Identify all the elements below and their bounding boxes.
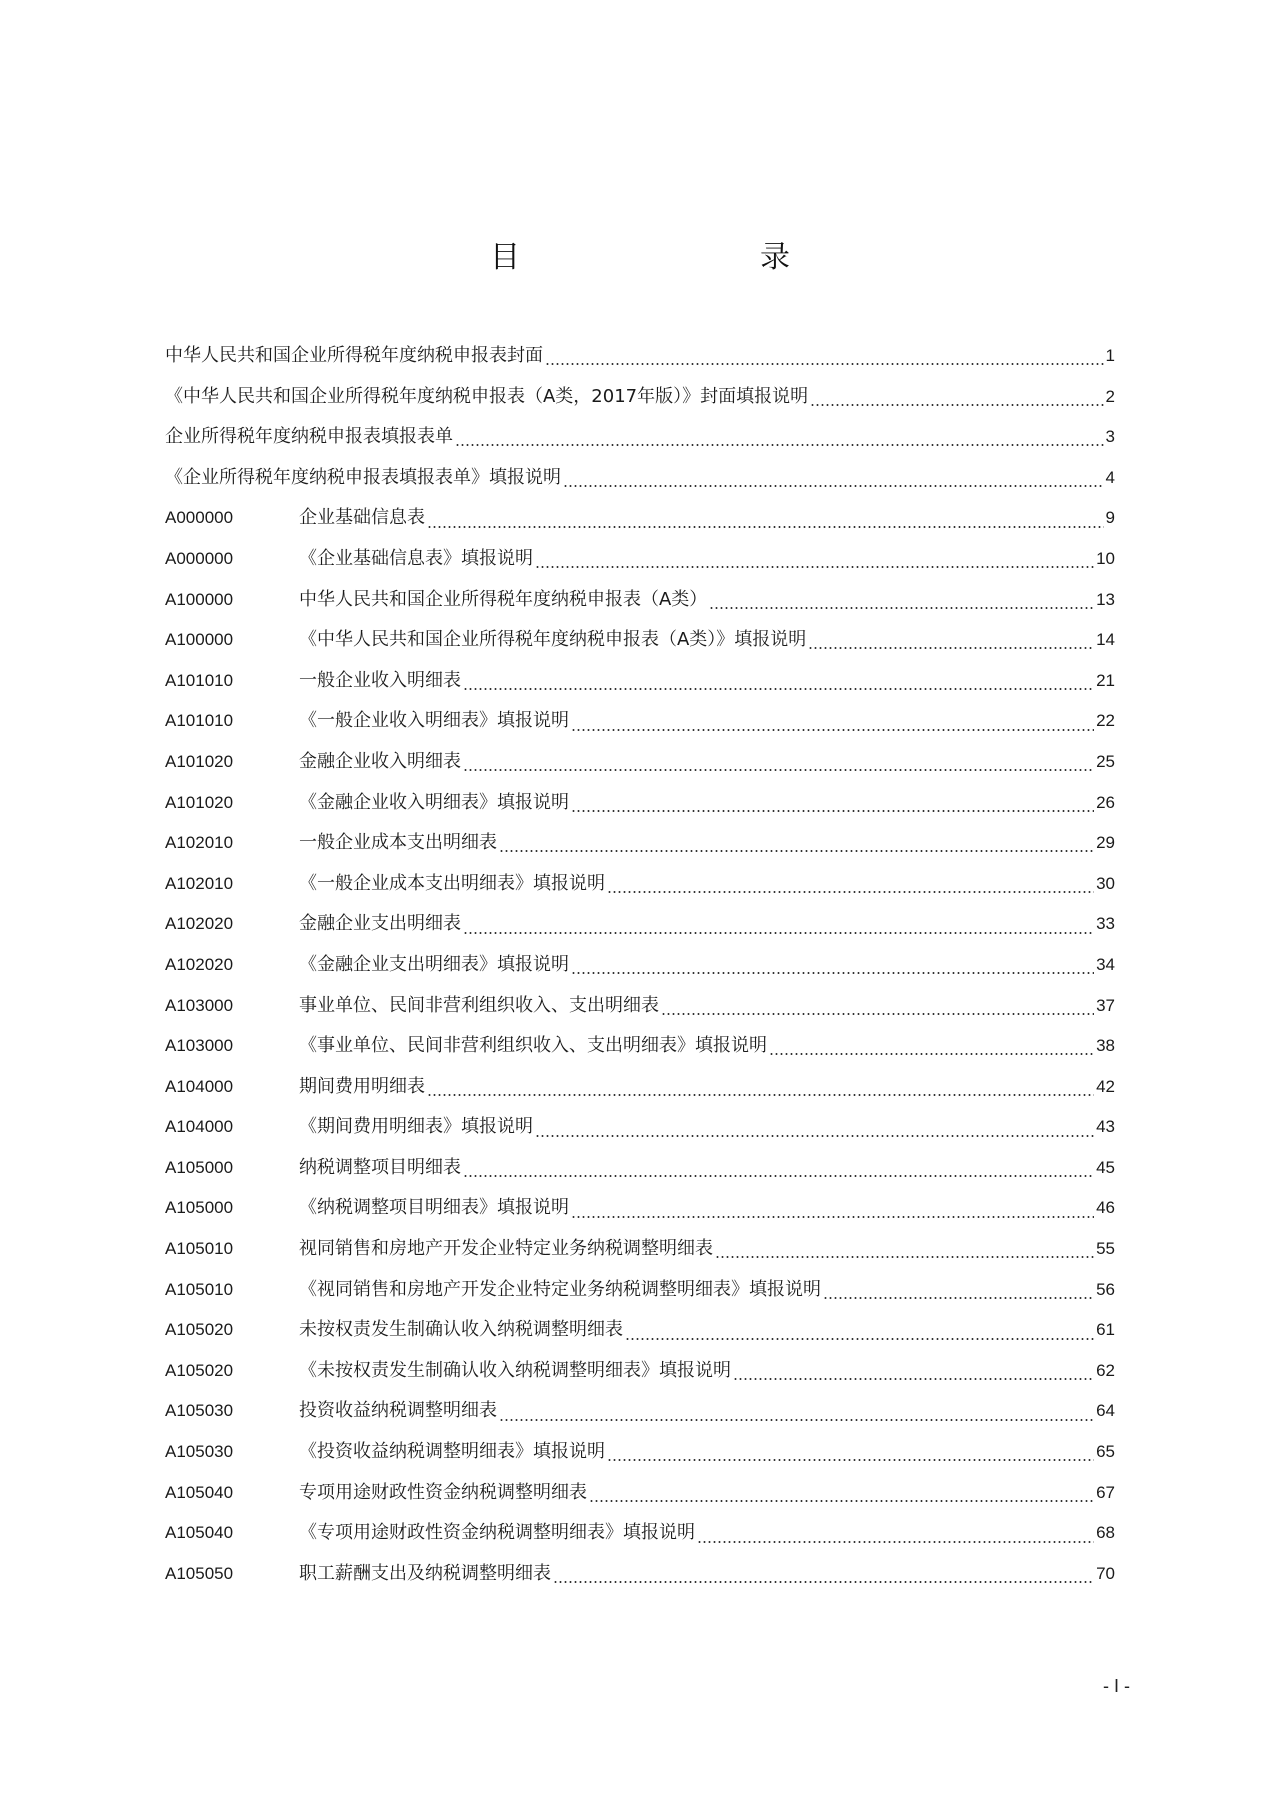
toc-entry-title: 中华人民共和国企业所得税年度纳税申报表封面 [165, 345, 543, 366]
toc-entry-page-number: 9 [1105, 508, 1115, 528]
toc-entry-page-number: 2 [1105, 386, 1115, 406]
toc-entry-page-number: 62 [1096, 1360, 1115, 1380]
toc-entry[interactable] [165, 1310, 1115, 1351]
toc-dot-leader [463, 683, 1094, 695]
toc-entry-title: 未按权责发生制确认收入纳税调整明细表 [299, 1319, 623, 1341]
toc-dot-leader [589, 1495, 1094, 1507]
toc-entry-title: 专项用途财政性资金纳税调整明细表 [299, 1481, 587, 1503]
toc-entry-code: A102020 [165, 914, 234, 934]
toc-entry-page-number: 29 [1096, 833, 1115, 853]
toc-dot-leader [571, 805, 1094, 817]
toc-entry-page-number: 1 [1105, 346, 1115, 365]
toc-entry-code: A102020 [165, 954, 234, 974]
toc-dot-leader [463, 927, 1094, 939]
toc-entry-title: 金融企业收入明细表 [299, 750, 461, 772]
toc-entry[interactable] [165, 1351, 1115, 1392]
toc-dot-leader [769, 1048, 1094, 1060]
toc-entry-title: 《投资收益纳税调整明细表》填报说明 [299, 1441, 605, 1463]
toc-dot-leader [625, 1333, 1094, 1345]
toc-entry-page-number: 26 [1096, 792, 1115, 812]
toc-entry-page-number: 14 [1096, 630, 1115, 650]
toc-entry-title: 企业基础信息表 [299, 507, 425, 529]
toc-entry[interactable] [165, 1026, 1115, 1067]
toc-entry-code: A105000 [165, 1198, 234, 1218]
toc-entry[interactable] [165, 620, 1115, 661]
toc-entry-title: 投资收益纳税调整明细表 [299, 1400, 497, 1422]
toc-entry-title: 企业所得税年度纳税申报表填报表单 [165, 426, 453, 448]
toc-dot-leader [463, 1170, 1094, 1182]
toc-entry[interactable] [165, 904, 1115, 945]
toc-entry-title: 《视同销售和房地产开发企业特定业务纳税调整明细表》填报说明 [299, 1278, 821, 1300]
toc-entry[interactable] [165, 1148, 1115, 1189]
toc-entry-page-number: 67 [1096, 1482, 1115, 1502]
toc-entry[interactable] [165, 742, 1115, 783]
toc-dot-leader [733, 1373, 1094, 1385]
toc-entry[interactable] [165, 1229, 1115, 1270]
toc-entry-code: A104000 [165, 1076, 234, 1096]
toc-dot-leader [553, 1576, 1094, 1588]
toc-entry[interactable] [165, 783, 1115, 824]
toc-entry-code: A103000 [165, 995, 234, 1015]
toc-entry[interactable] [165, 498, 1115, 539]
toc-entry-title: 视同销售和房地产开发企业特定业务纳税调整明细表 [299, 1238, 713, 1260]
toc-entry-page-number: 65 [1096, 1442, 1115, 1462]
toc-entry[interactable] [165, 864, 1115, 905]
toc-entry-code: A105000 [165, 1157, 234, 1177]
toc-dot-leader [499, 845, 1094, 857]
toc-entry-title: 一般企业收入明细表 [299, 669, 461, 691]
toc-entry-title: 一般企业成本支出明细表 [299, 832, 497, 854]
toc-entry-title: 《期间费用明细表》填报说明 [299, 1116, 533, 1138]
toc-entry[interactable] [165, 458, 1115, 499]
toc-entry-code: A101010 [165, 670, 234, 690]
toc-entry-code: A102010 [165, 833, 234, 853]
toc-entry-title: 《企业所得税年度纳税申报表填报表单》填报说明 [165, 466, 561, 488]
toc-entry-code: A000000 [165, 548, 234, 568]
toc-entry-code: A105040 [165, 1482, 234, 1502]
toc-dot-leader [823, 1292, 1094, 1304]
toc-entry[interactable] [165, 1554, 1115, 1595]
toc-entry[interactable] [165, 1270, 1115, 1311]
toc-entry[interactable] [165, 1513, 1115, 1554]
toc-entry-code: A101020 [165, 792, 234, 812]
toc-entry-page-number: 46 [1096, 1198, 1115, 1218]
toc-entry[interactable] [165, 580, 1115, 621]
toc-entry[interactable] [165, 1432, 1115, 1473]
toc-entry-page-number: 38 [1096, 1036, 1115, 1056]
toc-entry[interactable] [165, 539, 1115, 580]
toc-entry[interactable] [165, 1188, 1115, 1229]
toc-entry-code: A103000 [165, 1036, 234, 1056]
toc-entry[interactable] [165, 701, 1115, 742]
toc-entry-page-number: 25 [1096, 751, 1115, 771]
toc-dot-leader [810, 399, 1103, 411]
toc-entry-code: A105010 [165, 1279, 234, 1299]
toc-entry[interactable] [165, 1107, 1115, 1148]
toc-entry-page-number: 56 [1096, 1279, 1115, 1299]
toc-entry-code: A105050 [165, 1563, 234, 1583]
toc-dot-leader [427, 521, 1104, 533]
toc-dot-leader [571, 967, 1094, 979]
toc-entry-code: A105020 [165, 1360, 234, 1380]
toc-entry-code: A105030 [165, 1442, 234, 1462]
toc-entry-title: 《未按权责发生制确认收入纳税调整明细表》填报说明 [299, 1359, 731, 1381]
toc-entry[interactable] [165, 377, 1115, 418]
toc-entry-title: 《专项用途财政性资金纳税调整明细表》填报说明 [299, 1522, 695, 1544]
toc-dot-leader [545, 358, 1104, 370]
toc-entry-title: 事业单位、民间非营利组织收入、支出明细表 [299, 994, 659, 1016]
toc-entry-code: A100000 [165, 630, 234, 650]
toc-entry[interactable] [165, 336, 1115, 377]
toc-dot-leader [715, 1251, 1094, 1263]
toc-entry-page-number: 10 [1096, 548, 1115, 568]
toc-dot-leader [463, 764, 1094, 776]
toc-entry[interactable] [165, 1391, 1115, 1432]
toc-entry-page-number: 61 [1096, 1320, 1115, 1340]
toc-entry-title: 《纳税调整项目明细表》填报说明 [299, 1197, 569, 1219]
toc-entry-title: 《事业单位、民间非营利组织收入、支出明细表》填报说明 [299, 1035, 767, 1057]
toc-entry-title: 纳税调整项目明细表 [299, 1156, 461, 1178]
toc-entry-page-number: 42 [1096, 1076, 1115, 1096]
toc-entry-page-number: 70 [1096, 1563, 1115, 1583]
toc-dot-leader [571, 1211, 1094, 1223]
toc-dot-leader [661, 1008, 1094, 1020]
toc-entry-page-number: 21 [1096, 670, 1115, 690]
toc-entry-code: A101010 [165, 711, 234, 731]
page-number-footer: - I - [1103, 1676, 1130, 1696]
toc-dot-leader [607, 1454, 1094, 1466]
toc-entry-page-number: 4 [1105, 467, 1115, 487]
toc-dot-leader [563, 480, 1104, 492]
toc-dot-leader [607, 886, 1094, 898]
toc-entry-code: A105020 [165, 1320, 234, 1340]
toc-entry-page-number: 55 [1096, 1239, 1115, 1259]
toc-entry[interactable] [165, 945, 1115, 986]
toc-entry-code: A100000 [165, 589, 234, 609]
toc-entry-page-number: 30 [1096, 873, 1115, 893]
toc-entry-page-number: 34 [1096, 954, 1115, 974]
toc-entry-title: 中华人民共和国企业所得税年度纳税申报表（A类） [299, 588, 708, 610]
toc-entry[interactable] [165, 417, 1115, 458]
toc-entry[interactable] [165, 661, 1115, 702]
toc-entry-title: 《金融企业支出明细表》填报说明 [299, 953, 569, 975]
toc-entry-title: 《中华人民共和国企业所得税年度纳税申报表（A类）》填报说明 [299, 629, 807, 651]
toc-dot-leader [499, 1414, 1094, 1426]
toc-entry-code: A101020 [165, 751, 234, 771]
toc-entry-page-number: 43 [1096, 1117, 1115, 1137]
toc-dot-leader [535, 1130, 1094, 1142]
toc-dot-leader [709, 602, 1094, 614]
toc-entry-page-number: 13 [1096, 589, 1115, 609]
toc-dot-leader [808, 642, 1094, 654]
toc-entry-page-number: 68 [1096, 1523, 1115, 1543]
toc-entry-title: 《一般企业成本支出明细表》填报说明 [299, 872, 605, 894]
toc-entry-title: 金融企业支出明细表 [299, 913, 461, 935]
toc-entry-page-number: 33 [1096, 914, 1115, 934]
toc-entry-title: 期间费用明细表 [299, 1075, 425, 1097]
table-of-contents [165, 336, 1115, 1594]
toc-entry[interactable] [165, 1067, 1115, 1108]
toc-entry-title: 《金融企业收入明细表》填报说明 [299, 791, 569, 813]
toc-dot-leader [455, 439, 1104, 451]
toc-entry-code: A105010 [165, 1239, 234, 1259]
toc-entry[interactable] [165, 823, 1115, 864]
toc-entry[interactable] [165, 1473, 1115, 1514]
toc-entry-code: A104000 [165, 1117, 234, 1137]
toc-dot-leader [427, 1089, 1094, 1101]
toc-entry-code: A000000 [165, 508, 234, 528]
toc-entry-code: A105030 [165, 1401, 234, 1421]
toc-entry-title: 《一般企业收入明细表》填报说明 [299, 710, 569, 732]
toc-entry-page-number: 64 [1096, 1401, 1115, 1421]
toc-entry-page-number: 22 [1096, 711, 1115, 731]
toc-entry-title: 《企业基础信息表》填报说明 [299, 547, 533, 569]
toc-entry-code: A102010 [165, 873, 234, 893]
toc-dot-leader [697, 1536, 1094, 1548]
toc-entry-code: A105040 [165, 1523, 234, 1543]
toc-dot-leader [571, 724, 1094, 736]
toc-entry-title: 职工薪酬支出及纳税调整明细表 [299, 1562, 551, 1584]
toc-entry-page-number: 37 [1096, 995, 1115, 1015]
toc-dot-leader [535, 561, 1094, 573]
toc-entry-title: 《中华人民共和国企业所得税年度纳税申报表（A类，2017年版）》封面填报说明 [165, 385, 809, 407]
page-title: 目 录 [490, 240, 850, 275]
toc-entry-page-number: 3 [1105, 427, 1115, 447]
toc-entry-page-number: 45 [1096, 1157, 1115, 1177]
toc-entry[interactable] [165, 986, 1115, 1027]
